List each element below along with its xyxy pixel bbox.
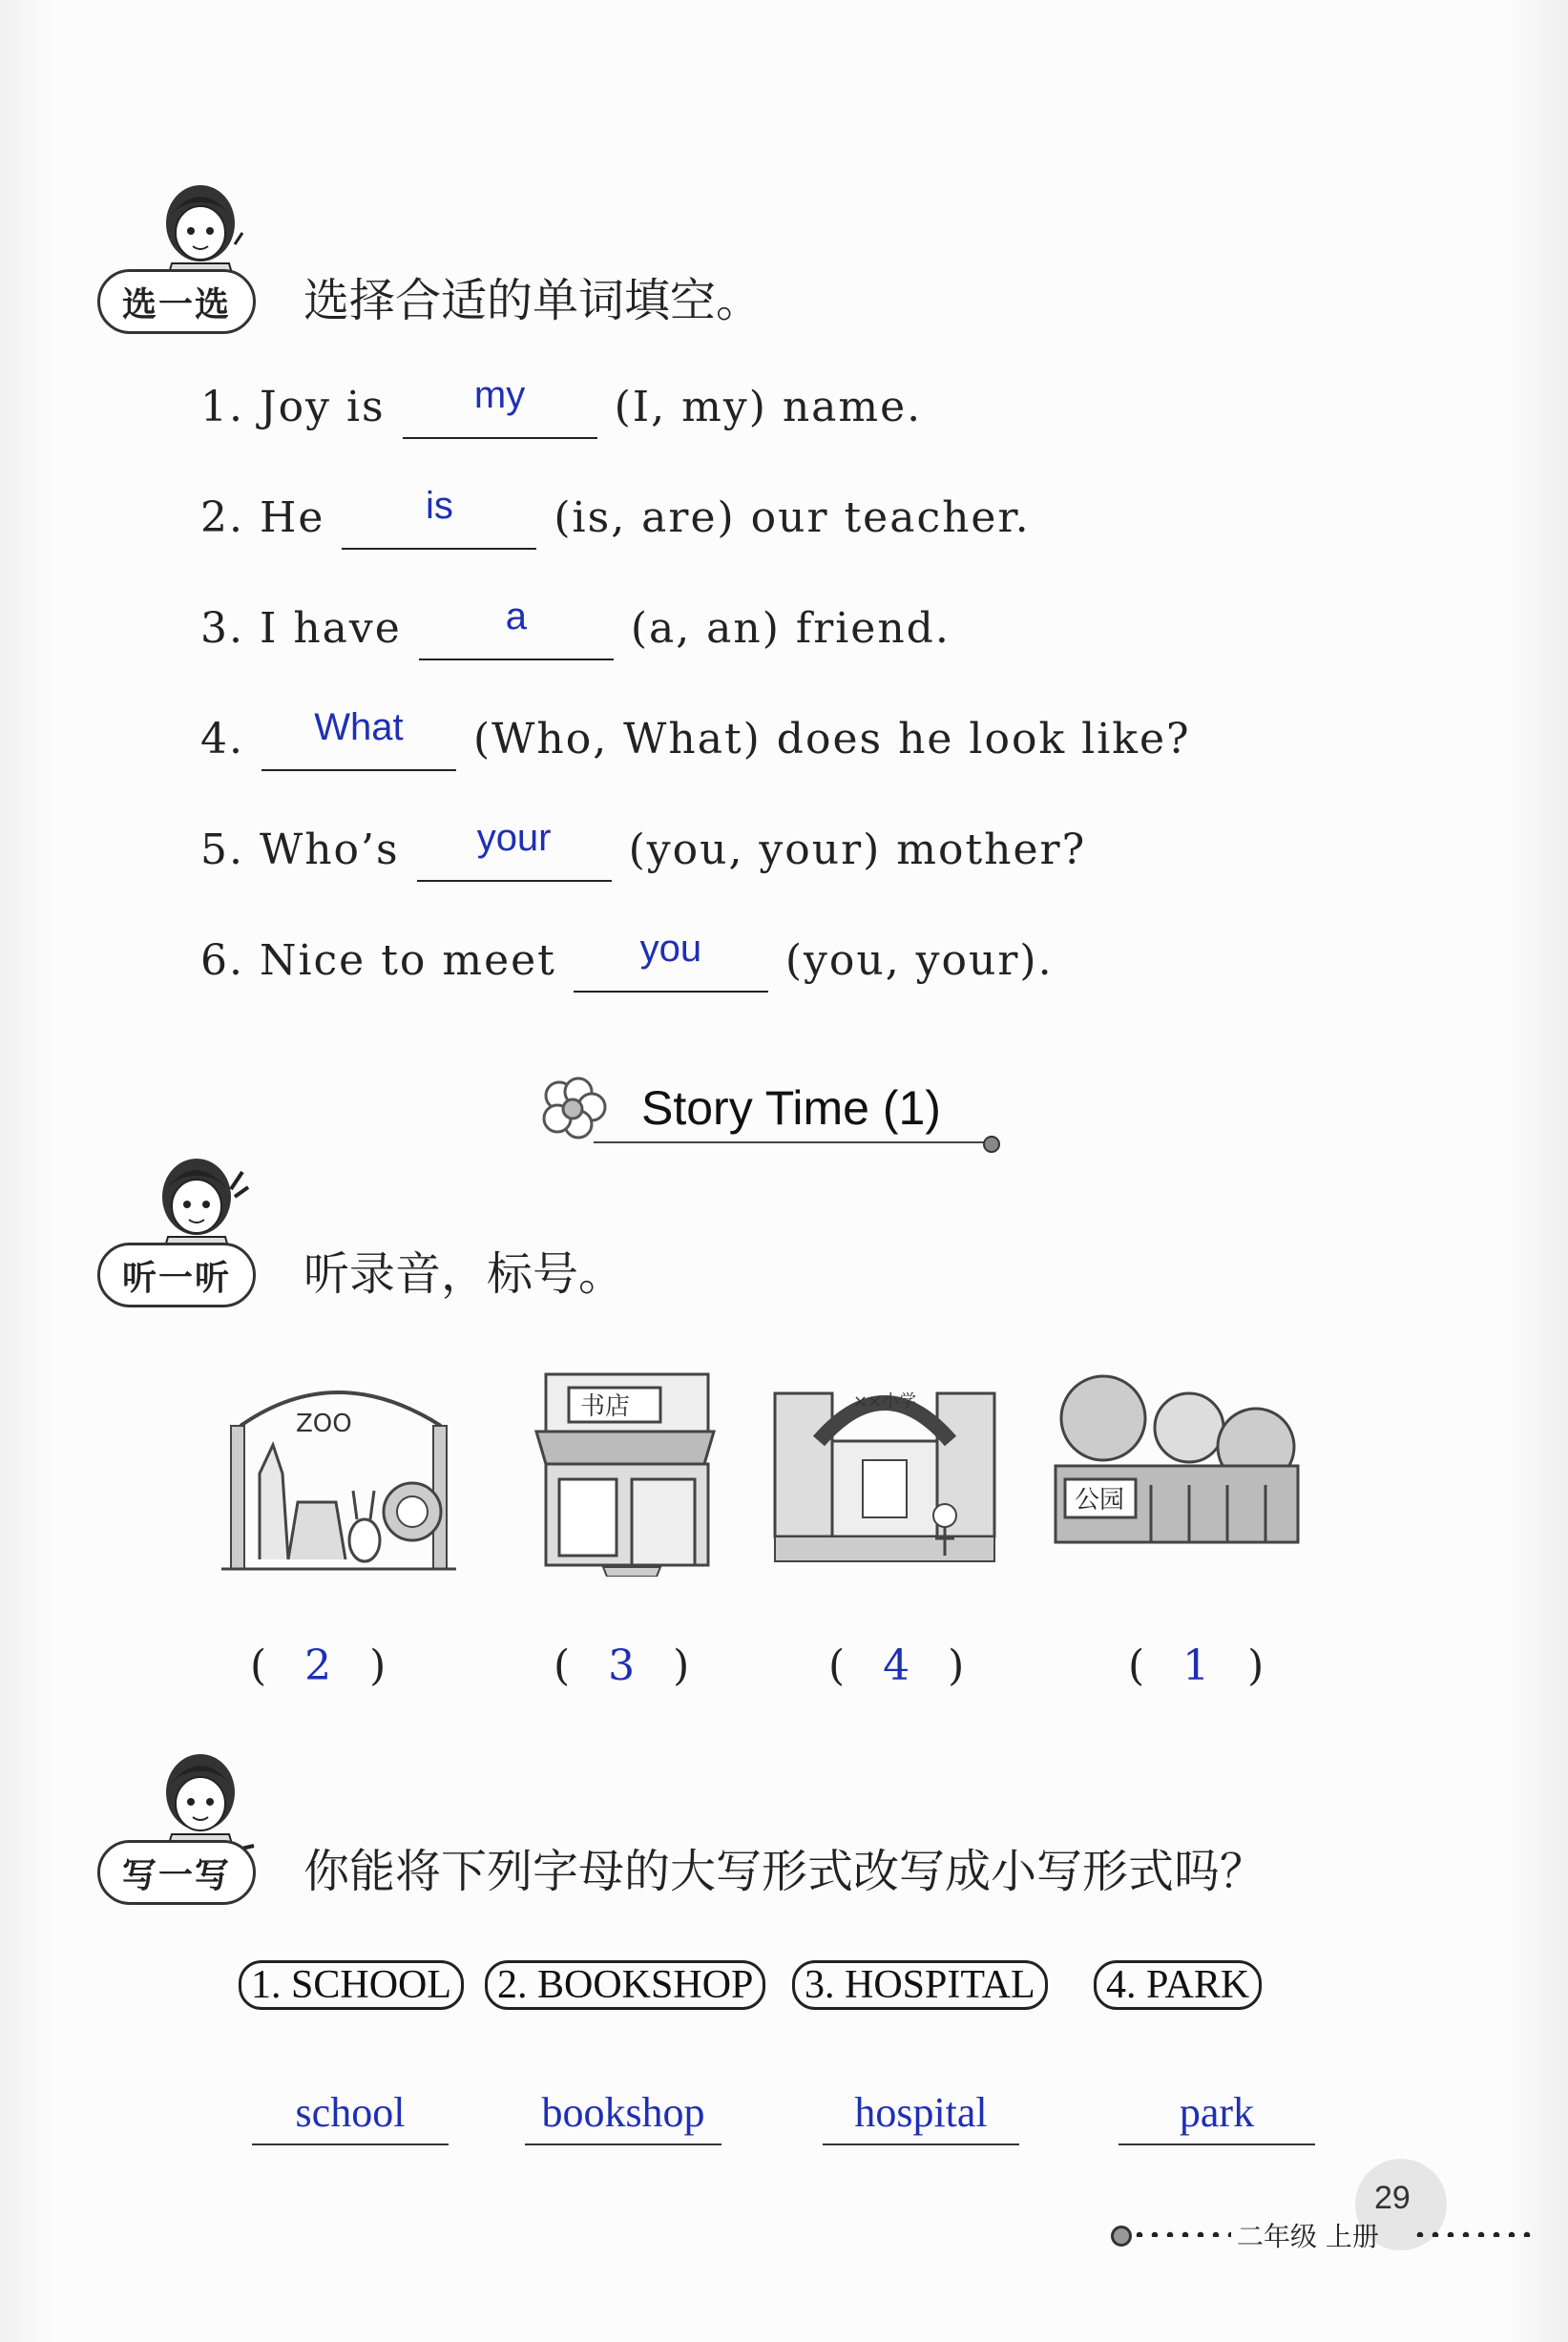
answer-paren-2[interactable]: ( 3 ) <box>554 1641 690 1690</box>
lowercase-answer-3[interactable]: hospital <box>823 2086 1019 2145</box>
question-4-after: (Who, What) does he look like? <box>472 715 1191 763</box>
question-3-after: (a, an) friend. <box>630 604 951 653</box>
listen-answer-4: 1 <box>1182 1641 1210 1690</box>
answer-blank-1[interactable] <box>403 374 597 439</box>
question-5 <box>200 817 1087 882</box>
park-sign: 公园 <box>1075 1486 1125 1515</box>
answer-3: a <box>505 596 527 638</box>
footer-dot <box>1111 2226 1132 2247</box>
listen-answer-3: 4 <box>883 1641 910 1690</box>
answer-blank-6[interactable] <box>574 928 768 993</box>
flower-icon <box>534 1075 615 1143</box>
answer-paren-1[interactable]: ( 2 ) <box>250 1641 387 1690</box>
bookshop-picture-icon <box>527 1365 723 1577</box>
page-number: 29 <box>1374 2180 1411 2216</box>
word-upper-4: 4. PARK <box>1094 1960 1262 2010</box>
section-badge-listen: 听一听 <box>97 1243 256 1307</box>
answer-blank-3[interactable] <box>419 596 614 660</box>
question-4-before: 4. <box>200 715 244 763</box>
answer-2: is <box>425 485 453 527</box>
answer-blank-5[interactable] <box>417 817 612 882</box>
question-2 <box>200 485 1031 550</box>
footer-dots-left <box>1132 2231 1231 2237</box>
answer-4: What <box>314 706 404 748</box>
question-3 <box>200 596 951 660</box>
zoo-sign: ZOO <box>296 1410 352 1438</box>
story-title-underline <box>594 1141 985 1143</box>
instruction-write: 你能将下列字母的大写形式改写成小写形式吗？ <box>303 1845 1266 1898</box>
instruction-choose: 选择合适的单词填空。 <box>303 274 763 327</box>
answer-paren-3[interactable]: ( 4 ) <box>828 1641 965 1690</box>
grade-label: 二年级 上册 <box>1237 2221 1379 2252</box>
lowercase-answer-4[interactable]: park <box>1119 2086 1315 2145</box>
question-5-after: (you, your) mother? <box>628 826 1087 874</box>
answer-paren-4[interactable]: ( 1 ) <box>1128 1641 1265 1690</box>
question-2-after: (is, are) our teacher. <box>554 493 1031 542</box>
listen-answer-1: 2 <box>304 1641 332 1690</box>
school-picture-icon <box>771 1355 998 1580</box>
section-badge-write: 写一写 <box>97 1840 256 1905</box>
answer-5: your <box>476 817 552 859</box>
story-title-dot <box>983 1136 1000 1153</box>
instruction-listen: 听录音，标号。 <box>303 1247 625 1301</box>
word-upper-3: 3. HOSPITAL <box>792 1960 1048 2010</box>
word-upper-2: 2. BOOKSHOP <box>485 1960 765 2010</box>
question-5-before: 5. Who’s <box>200 826 400 874</box>
answer-blank-2[interactable] <box>342 485 536 550</box>
question-1 <box>200 374 923 439</box>
question-1-after: (I, my) name. <box>614 383 923 431</box>
question-6 <box>200 928 1054 993</box>
answer-6: you <box>639 928 702 970</box>
question-6-before: 6. Nice to meet <box>200 936 556 985</box>
question-4 <box>200 706 1191 771</box>
section-badge-choose: 选一选 <box>97 269 256 334</box>
school-sign: ××小学 <box>853 1391 917 1411</box>
question-2-before: 2. He <box>200 493 325 542</box>
question-1-before: 1. Joy is <box>200 383 386 431</box>
question-6-after: (you, your). <box>784 936 1054 985</box>
word-upper-1: 1. SCHOOL <box>239 1960 464 2010</box>
lowercase-answer-2[interactable]: bookshop <box>525 2086 721 2145</box>
question-3-before: 3. I have <box>200 604 402 653</box>
bookshop-sign: 书店 <box>580 1392 631 1421</box>
footer-dots-right <box>1412 2231 1535 2237</box>
park-picture-icon <box>1046 1370 1307 1565</box>
answer-blank-4[interactable] <box>261 706 456 771</box>
listen-answer-2: 3 <box>608 1641 636 1690</box>
story-title: Story Time (1) <box>641 1081 941 1135</box>
zoo-picture-icon <box>221 1369 456 1575</box>
lowercase-answer-1[interactable]: school <box>252 2086 449 2145</box>
answer-1: my <box>473 374 526 416</box>
